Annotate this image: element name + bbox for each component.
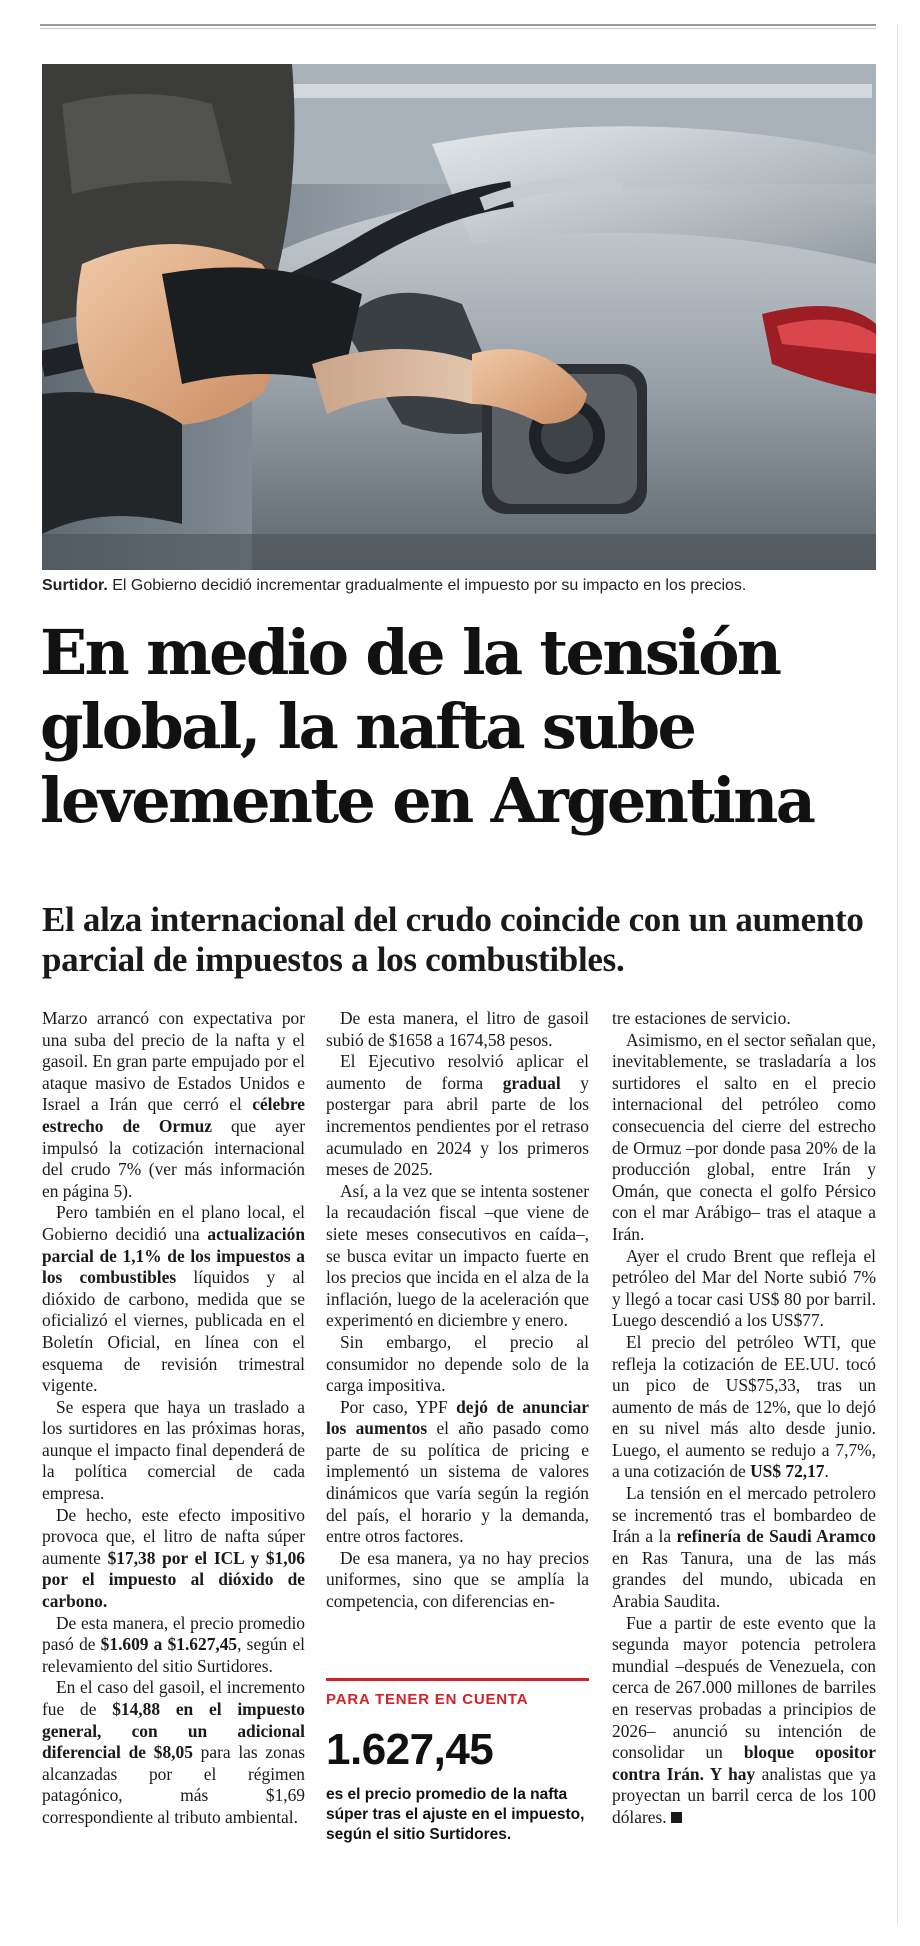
text-run: El Ejecutivo resolvió aplicar el aumento de forma xyxy=(326,1051,589,1093)
paragraph: Asimismo, en el sector señalan que, inevitablemente, se trasladaría a los surtidores el salto en el precio internacional del petróleo como consecuencia del cierre del estrecho de Ormuz –por donde pasa 20% de la producción global, entre Irán y Omán, que conecta el golfo Pérsico con el mar Arábigo– tras el ataque a Irán. xyxy=(612,1029,876,1244)
bold-run: actualización parcial de 1,1% de los impuestos a los combustibles xyxy=(42,1223,305,1288)
text-run: La tensión en el mercado petrolero se incrementó tras el bombardeo de Irán a la xyxy=(612,1483,876,1547)
caption-label: Surtidor. xyxy=(42,577,108,594)
bold-run: $1.609 a $1.627,45 xyxy=(100,1634,238,1655)
paragraph xyxy=(42,1505,305,1613)
text-run: De hecho, este efecto impositivo provoca que, el litro de nafta súper aumente xyxy=(42,1504,305,1568)
subhead-line-1: El alza internacional del crudo coincide con un aumento xyxy=(42,900,864,939)
page-edge-rule xyxy=(897,24,898,1924)
headline-line-3: levemente en Argentina xyxy=(40,764,814,837)
text-run: Fue a partir de este evento que la segunda mayor potencia petrolera mundial –después de Venezuela, con cerca de 267.000 millones de barriles en reservas probadas a principios de 2026– anunció su intención de consolidar un xyxy=(612,1612,876,1763)
text-run: que ayer impulsó la cotización internacional del crudo 7% (ver más información en página 5). xyxy=(42,1115,305,1201)
top-rule-thin xyxy=(40,28,876,29)
text-run: para las zonas alcanzadas por el régimen patagónico, más $1,69 correspondiente al tributo ambiental. xyxy=(42,1742,305,1827)
text-run: De esta manera, el precio promedio pasó de xyxy=(42,1612,305,1655)
fact-box-rule xyxy=(326,1678,589,1681)
end-of-article-mark xyxy=(671,1812,682,1823)
text-run: Marzo arrancó con expectativa por una suba del precio de la nafta y el gasoil. En gran parte empujado por el ataque masivo de Estados Unidos e Israel a Irán que cerró el xyxy=(42,1008,305,1115)
headline-line-2: global, la nafta sube xyxy=(40,690,695,763)
bold-run: $14,88 en el impuesto general, con un adicional diferencial de $8,05 xyxy=(42,1699,305,1763)
paragraph: De esta manera, el litro de gasoil subió de $1658 a 1674,58 pesos. xyxy=(326,1008,589,1050)
text-run: El precio del petróleo WTI, que refleja la cotización de EE.UU. tocó un pico de US$75,33, tras un aumento de más de 12%, que lo dejó en su nivel más alto desde junio. Luego, el aumento se redujo a 7,7%, a una cotización de xyxy=(612,1331,876,1482)
paragraph xyxy=(42,1202,305,1396)
text-run: , según el relevamiento del sitio Surtidores. xyxy=(42,1634,305,1676)
bold-run: gradual xyxy=(502,1072,561,1093)
text-run: líquidos y al dióxido de carbono, medida que se oficializó el viernes, publicada en el Boletín Oficial, en línea con el esquema de revisión trimestral vigente. xyxy=(42,1267,305,1396)
paragraph: Sin embargo, el precio al consumidor no depende solo de la carga impositiva. xyxy=(326,1331,589,1396)
bold-run: $17,38 por el ICL y $1,06 por el impuesto al dióxido de carbono. xyxy=(42,1547,305,1612)
paragraph xyxy=(42,1008,305,1202)
bold-run: dejó de anunciar los aumentos xyxy=(326,1396,589,1439)
paragraph: Se espera que haya un traslado a los surtidores en las próximas horas, aunque el impacto final dependerá de la política comercial de cada empresa. xyxy=(42,1396,305,1504)
text-run: el año pasado como parte de su política de pricing e implementó un sistema de valores dinámicos que varía según la región del país, el horario y la demanda, entre otros factores. xyxy=(326,1418,589,1547)
paragraph: Ayer el crudo Brent que refleja el petróleo del Mar del Norte subió 7% y llegó a tocar casi US$ 80 por barril. Luego descendió a los US$77. xyxy=(612,1245,876,1331)
body-column-3 xyxy=(612,1008,876,1829)
paragraph xyxy=(612,1332,876,1483)
caption-text: El Gobierno decidió incrementar gradualmente el impuesto por su impacto en los precios. xyxy=(107,577,747,594)
text-run: En el caso del gasoil, el incremento fue de xyxy=(42,1677,305,1719)
subheadline xyxy=(42,900,882,980)
headline xyxy=(40,616,880,838)
text-run: analistas que ya proyectan un barril cerca de los 100 dólares. xyxy=(612,1763,876,1827)
text-run: y postergar para abril parte de los incrementos pendientes por el retraso acumulado en 2024 y los primeros meses de 2025. xyxy=(326,1072,589,1180)
paragraph: Así, a la vez que se intenta sostener la recaudación fiscal –que viene de siete meses consecutivos en caída–, se busca evitar un impacto fuerte en los precios que incida en el alza de la inflación, luego de la aceleración que experimentó en diciembre y enero. xyxy=(326,1180,589,1331)
bold-run: bloque opositor contra Irán. Y hay xyxy=(612,1742,876,1784)
paragraph xyxy=(326,1051,589,1181)
paragraph xyxy=(326,1397,589,1548)
paragraph xyxy=(42,1613,305,1678)
paragraph: De esa manera, ya no hay precios uniformes, sino que se amplía la competencia, con diferencias en- xyxy=(326,1547,589,1612)
text-run: Pero también en el plano local, el Gobierno decidió una xyxy=(42,1202,305,1244)
body-column-2 xyxy=(326,1008,589,1613)
paragraph: tre estaciones de servicio. xyxy=(612,1008,791,1028)
fuel-pump-photo xyxy=(42,64,876,570)
bold-run: US$ 72,17 xyxy=(750,1461,825,1482)
top-rule xyxy=(40,24,876,26)
photo-caption xyxy=(42,576,876,596)
fact-box xyxy=(326,1678,589,1845)
fact-box-number: 1.627,45 xyxy=(326,1725,494,1774)
bold-run: célebre estrecho de Ormuz xyxy=(42,1094,305,1136)
paragraph xyxy=(612,1613,876,1829)
text-run: en Ras Tanura, una de las más grandes del mundo, ubicada en Arabia Saudita. xyxy=(612,1547,876,1612)
fact-box-label: PARA TENER EN CUENTA xyxy=(326,1691,529,1708)
subhead-line-2: parcial de impuestos a los combustibles. xyxy=(42,940,625,979)
fact-box-text: es el precio promedio de la nafta súper tras el ajuste en el impuesto, según el sitio Surtidores. xyxy=(326,1786,585,1843)
body-column-1 xyxy=(42,1008,305,1829)
text-run: . xyxy=(824,1461,829,1482)
paragraph xyxy=(612,1483,876,1613)
text-run: Por caso, YPF xyxy=(340,1396,457,1417)
headline-line-1: En medio de la tensión xyxy=(40,616,780,689)
bold-run: refinería de Saudi Aramco xyxy=(676,1526,876,1547)
paragraph xyxy=(42,1677,305,1828)
